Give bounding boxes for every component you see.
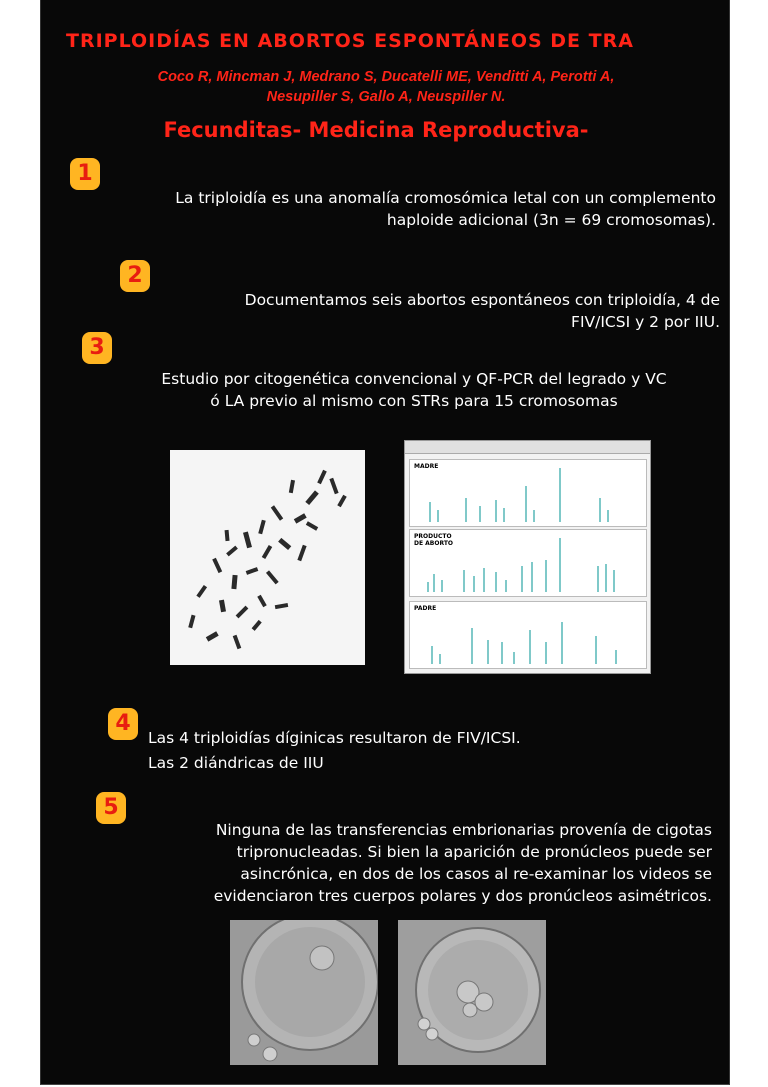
section-2-text (120, 289, 720, 333)
zygote-1-drawing (230, 920, 378, 1065)
section-3-line-1: Estudio por citogenética convencional y QF-PCR del legrado y VC (161, 370, 667, 388)
section-3-line-2: ó LA previo al mismo con STRs para 15 cromosomas (210, 392, 618, 410)
electropherogram-scale-bar (405, 441, 650, 454)
madre-peaks (410, 460, 646, 526)
poster-title: TRIPLOIDÍAS EN ABORTOS ESPONTÁNEOS DE TRA (66, 30, 634, 52)
section-1-line-2: haploide adicional (3n = 69 cromosomas). (386, 211, 716, 229)
panel-label-padre: PADRE (414, 605, 437, 612)
section-number-3: 3 (82, 332, 112, 364)
qfpcr-electropherogram (404, 440, 651, 674)
producto-peaks (410, 530, 646, 596)
section-number-2: 2 (120, 260, 150, 292)
section-5-line-4: evidenciaron tres cuerpos polares y dos pronúcleos asimétricos. (213, 887, 712, 905)
section-2-line-1: Documentamos seis abortos espontáneos con triploidía, 4 de (244, 291, 720, 309)
section-number-1: 1 (70, 158, 100, 190)
qfpcr-panel-padre (409, 601, 647, 669)
karyotype-metaphase-image (170, 450, 365, 665)
section-2-line-2: FIV/ICSI y 2 por IIU. (571, 313, 720, 331)
section-1-line-1: La triploidía es una anomalía cromosómica letal con un complemento (175, 189, 716, 207)
zygote-2-drawing (398, 920, 546, 1065)
institution-name: Fecunditas- Medicina Reproductiva- (163, 118, 589, 142)
authors-line-2: Nesupiller S, Gallo A, Neuspiller N. (266, 89, 506, 105)
section-5-line-1: Ninguna de las transferencias embrionarias provenía de cigotas (215, 821, 712, 839)
padre-peaks (410, 602, 646, 668)
section-1-text (100, 187, 716, 231)
section-4-text (148, 726, 708, 776)
zygote-photo-2 (398, 920, 546, 1065)
section-4-line-1: Las 4 triploidías díginicas resultaron de FIV/ICSI. (148, 729, 521, 747)
panel-label-madre: MADRE (414, 463, 439, 470)
author-list (66, 67, 706, 107)
qfpcr-panel-madre (409, 459, 647, 527)
authors-line-1: Coco R, Mincman J, Medrano S, Ducatelli ME, Venditti A, Perotti A, (157, 69, 615, 85)
section-5-line-3: asincrónica, en dos de los casos al re-examinar los videos se (240, 865, 712, 883)
section-5-line-2: tripronucleadas. Si bien la aparición de pronúcleos puede ser (236, 843, 712, 861)
section-4-line-2: Las 2 diándricas de IIU (148, 754, 324, 772)
section-number-5: 5 (96, 792, 126, 824)
section-number-4: 4 (108, 708, 138, 740)
section-3-text (98, 368, 730, 412)
panel-label-producto: PRODUCTO DE ABORTO (414, 533, 454, 547)
chromosome-spread-drawing (170, 450, 365, 665)
qfpcr-panel-producto (409, 529, 647, 597)
zygote-photo-1 (230, 920, 378, 1065)
section-5-text (120, 819, 712, 907)
